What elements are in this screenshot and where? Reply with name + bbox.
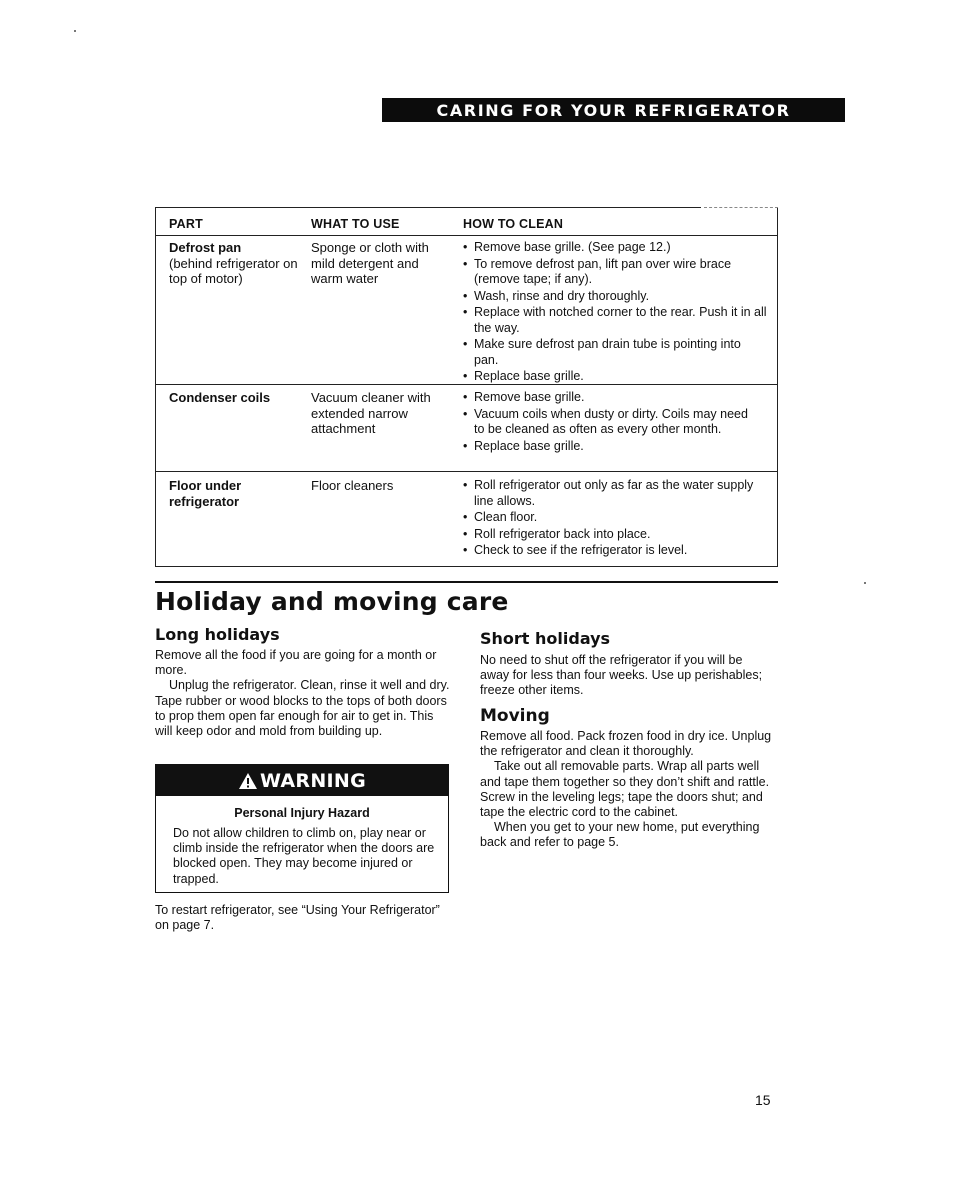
list-item: • Clean floor.: [463, 510, 763, 526]
moving-paragraph-3: When you get to your new home, put everything back and refer to page 5.: [480, 820, 760, 850]
warning-subtitle: Personal Injury Hazard: [234, 806, 370, 820]
row-divider: [156, 384, 777, 385]
short-holidays-text: No need to shut off the refrigerator if you will be away for less than four weeks. Use up perishables; freeze other items.: [480, 653, 763, 698]
part-cell: [169, 478, 299, 509]
column-header-how-to-clean: HOW TO CLEAN: [463, 217, 564, 231]
long-holidays-paragraph-1: Remove all the food if you are going for a month or more.: [155, 648, 437, 678]
long-holidays-text: [155, 648, 450, 739]
column-header-part: PART: [169, 217, 203, 231]
table-top-rule: [156, 207, 701, 208]
section-header-bar: [382, 98, 845, 122]
list-item: • Roll refrigerator out only as far as the water supply line allows.: [463, 478, 763, 509]
short-holidays-heading: Short holidays: [480, 629, 611, 648]
what-to-use-cell: Sponge or cloth with mild detergent and warm water: [311, 240, 429, 286]
section-divider: [155, 581, 778, 583]
warning-label: WARNING: [259, 769, 366, 792]
header-divider: [156, 235, 777, 236]
long-holidays-paragraph-2: Unplug the refrigerator. Clean, rinse it well and dry. Tape rubber or wood blocks to the tops of both doors to prop them open far enough for air to get in. This will keep odor and mold from building up.: [155, 678, 450, 739]
how-to-clean-list: [463, 478, 763, 560]
warning-triangle-icon: [238, 772, 258, 790]
list-item: • To remove defrost pan, lift pan over wire brace (remove tape; if any).: [463, 257, 768, 288]
part-detail: (behind refrigerator on top of motor): [169, 255, 298, 286]
moving-paragraph-1: Remove all food. Pack frozen food in dry ice. Unplug the refrigerator and clean it thoroughly.: [480, 729, 772, 759]
scan-speck: [74, 30, 76, 32]
long-holidays-heading: Long holidays: [155, 625, 280, 644]
table-top-dash: [704, 207, 778, 208]
what-to-use-cell: Floor cleaners: [311, 478, 394, 493]
restart-note: To restart refrigerator, see “Using Your Refrigerator” on page 7.: [155, 903, 440, 933]
how-to-clean-list: [463, 240, 768, 386]
list-item: • Remove base grille. (See page 12.): [463, 240, 768, 256]
list-item: • Check to see if the refrigerator is level.: [463, 543, 763, 559]
moving-paragraph-2: Take out all removable parts. Wrap all parts well and tape them together so they don’t shift and rattle. Screw in the leveling legs; tape the doors shut; and tape the electric cord to the cabinet.: [480, 759, 770, 820]
warning-text: Do not allow children to climb on, play near or climb inside the refrigerator when the doors are blocked open. They may become injured or trapped.: [173, 826, 435, 886]
section-header-title: CARING FOR YOUR REFRIGERATOR: [436, 101, 791, 120]
warning-banner: [156, 765, 448, 796]
row-divider: [156, 471, 777, 472]
part-cell: [169, 390, 299, 406]
part-cell: [169, 240, 299, 287]
list-item: • Vacuum coils when dusty or dirty. Coils may need to be cleaned as often as every other month.: [463, 407, 753, 438]
column-header-what-to-use: WHAT TO USE: [311, 217, 400, 231]
part-name: Condenser coils: [169, 390, 271, 405]
list-item: • Replace base grille.: [463, 369, 768, 385]
part-name: Floor under refrigerator: [169, 478, 242, 509]
list-item: • Replace base grille.: [463, 439, 753, 455]
page-title: Holiday and moving care: [155, 587, 509, 616]
moving-heading: Moving: [480, 706, 550, 726]
list-item: • Make sure defrost pan drain tube is pointing into pan.: [463, 337, 768, 368]
list-item: • Remove base grille.: [463, 390, 753, 406]
how-to-clean-list: [463, 390, 753, 455]
what-to-use-cell: Vacuum cleaner with extended narrow attachment: [311, 390, 431, 436]
list-item: • Wash, rinse and dry thoroughly.: [463, 289, 768, 305]
scan-speck: [864, 582, 866, 584]
warning-box: [155, 764, 449, 893]
cleaning-table: [155, 207, 778, 567]
page-number: 15: [755, 1092, 771, 1108]
list-item: • Roll refrigerator back into place.: [463, 527, 763, 543]
moving-text: [480, 729, 772, 851]
list-item: • Replace with notched corner to the rear. Push it in all the way.: [463, 305, 768, 336]
part-name: Defrost pan: [169, 240, 242, 255]
